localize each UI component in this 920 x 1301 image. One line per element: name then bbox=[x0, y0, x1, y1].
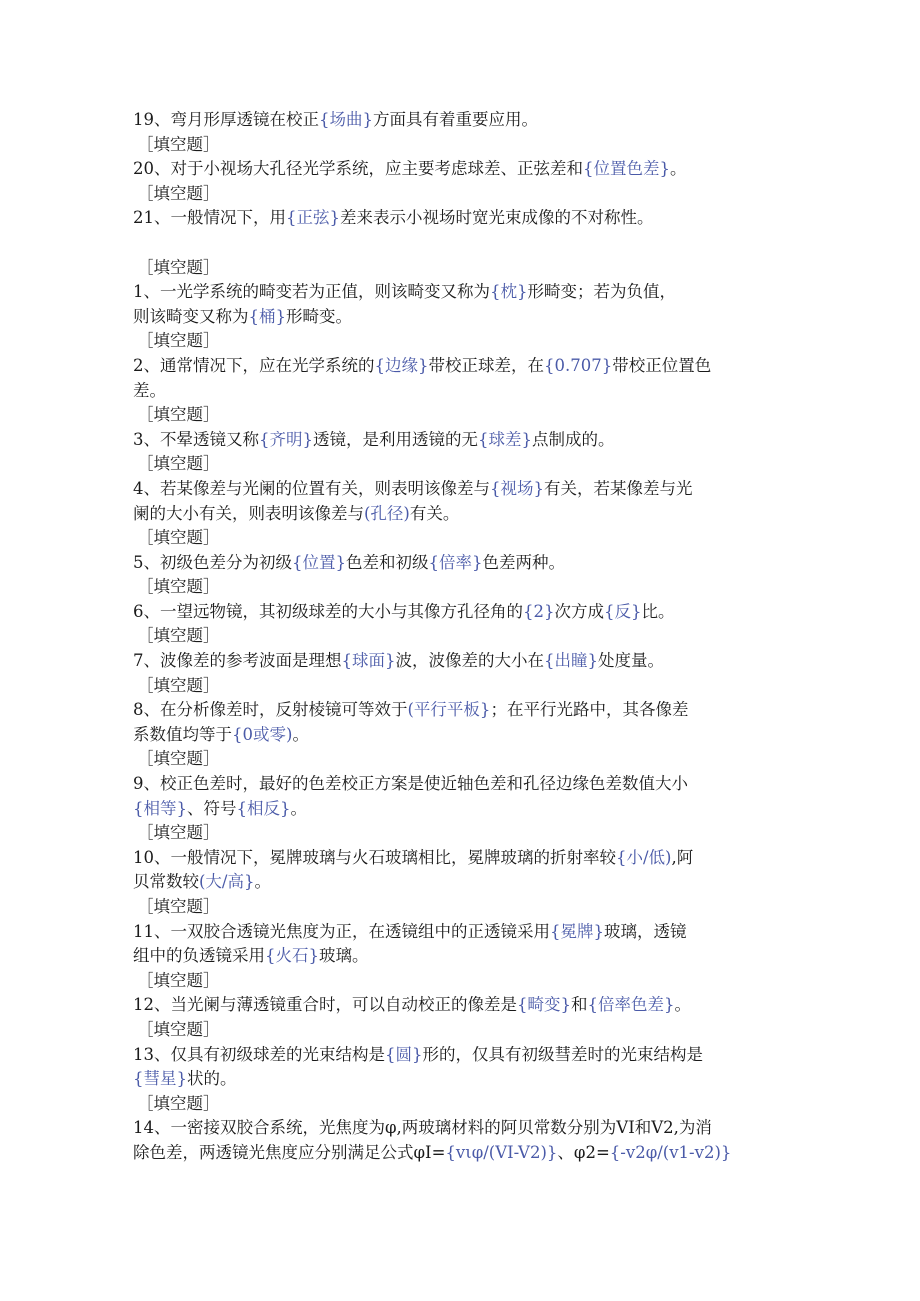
question-line bbox=[133, 600, 793, 625]
question-type-label: ［填空题］ bbox=[137, 823, 220, 843]
question-text: 形畸变。 bbox=[286, 306, 352, 326]
question-text: 。 bbox=[292, 724, 309, 744]
answer-text: {位置} bbox=[292, 552, 346, 572]
question-type-label: ［填空题］ bbox=[137, 454, 220, 474]
answer-text: (大/高} bbox=[199, 872, 255, 892]
question-text: 形畸变；若为负值， bbox=[527, 282, 676, 302]
answer-text: {出瞳} bbox=[544, 651, 598, 671]
answer-text: {相反} bbox=[236, 798, 291, 818]
question-type-label: ［填空题］ bbox=[137, 257, 220, 277]
question-text: 比。 bbox=[641, 601, 675, 621]
blank-line bbox=[133, 231, 793, 256]
question-text: 。 bbox=[674, 995, 691, 1015]
question-text: 处度量。 bbox=[598, 651, 664, 671]
question-text: 8、在分析像差时，反射棱镜可等效于 bbox=[133, 700, 408, 720]
question-text: 点制成的。 bbox=[532, 429, 615, 449]
question-line bbox=[133, 477, 793, 502]
answer-text: {圆} bbox=[385, 1044, 423, 1064]
question-text: 13、仅具有初级球差的光束结构是 bbox=[133, 1044, 385, 1064]
question-type-label: ［填空题］ bbox=[137, 626, 220, 646]
question-type-label: ［填空题］ bbox=[137, 1093, 220, 1113]
question-type-label: ［填空题］ bbox=[137, 897, 220, 916]
question-text: 9、校正色差时，最好的色差校正方案是使近轴色差和孔径边缘色差数值大小 bbox=[133, 774, 688, 794]
question-text: 。 bbox=[254, 872, 271, 892]
question-line bbox=[133, 993, 793, 1018]
question-text: 2、通常情况下，应在光学系统的 bbox=[133, 355, 375, 375]
question-text: 有关。 bbox=[409, 503, 460, 523]
question-text: 19、弯月形厚透镜在校正 bbox=[133, 110, 319, 129]
question-line bbox=[133, 379, 793, 404]
answer-text: {相等} bbox=[133, 798, 187, 818]
question-text: 则该畸变又称为 bbox=[133, 306, 249, 326]
answer-text: {彗星} bbox=[133, 1069, 187, 1089]
answer-text: {vιφ/(VI-V2)} bbox=[445, 1142, 558, 1162]
question-list bbox=[133, 108, 793, 1166]
question-text: 带校正球差，在 bbox=[428, 355, 544, 375]
question-line bbox=[133, 723, 793, 748]
answer-text: {球差} bbox=[478, 429, 532, 449]
answer-text: {位置色差} bbox=[583, 159, 670, 179]
question-type-label: ［填空题］ bbox=[137, 331, 220, 351]
question-line bbox=[133, 305, 793, 330]
question-text: 系数值均等于 bbox=[133, 724, 232, 744]
question-text: 12、当光阑与薄透镜重合时，可以自动校正的像差是 bbox=[133, 995, 517, 1015]
question-line bbox=[133, 354, 793, 379]
question-line bbox=[133, 428, 793, 453]
question-type-label: ［填空题］ bbox=[137, 577, 220, 597]
question-line bbox=[133, 649, 793, 674]
question-type-label: ［填空题］ bbox=[137, 134, 220, 154]
question-text: 1、一光学系统的畸变若为正值，则该畸变又称为 bbox=[133, 282, 490, 302]
question-type-label: ［填空题］ bbox=[137, 183, 220, 203]
answer-text: (孔径) bbox=[364, 503, 410, 523]
question-line bbox=[133, 1043, 793, 1068]
question-text: 。 bbox=[290, 798, 307, 818]
question-text: 10、一般情况下，冕牌玻璃与火石玻璃相比，冕牌玻璃的折射率较 bbox=[133, 847, 616, 867]
answer-text: {齐明} bbox=[259, 429, 313, 449]
question-line bbox=[133, 870, 793, 895]
answer-text: (平行平板} bbox=[407, 700, 491, 720]
answer-text: {反} bbox=[604, 601, 642, 621]
question-line bbox=[133, 772, 793, 797]
answer-text: {视场} bbox=[490, 478, 544, 498]
question-text: 除色差，两透镜光焦度应分别满足公式φI= bbox=[133, 1142, 446, 1162]
question-text: ,阿 bbox=[671, 847, 694, 867]
answer-text: {枕} bbox=[490, 282, 528, 302]
question-text: 和 bbox=[571, 995, 588, 1015]
question-text: 色差和初级 bbox=[346, 552, 429, 572]
question-line bbox=[133, 157, 793, 182]
question-line bbox=[133, 280, 793, 305]
answer-text: {-v2φ/(v1-v2)} bbox=[609, 1142, 732, 1162]
answer-text: {0.707} bbox=[544, 355, 613, 375]
question-text: 带校正位置色 bbox=[612, 355, 712, 375]
question-line bbox=[133, 108, 793, 133]
answer-text: {畸变} bbox=[517, 995, 571, 1015]
question-text: 14、一密接双胶合系统，光焦度为φ,两玻璃材料的阿贝常数分别为VI和V2,为消 bbox=[133, 1118, 712, 1138]
question-line bbox=[133, 920, 793, 945]
question-text: 状的。 bbox=[187, 1069, 237, 1089]
question-text: 阑的大小有关，则表明该像差与 bbox=[133, 503, 364, 523]
question-type-label: ［填空题］ bbox=[137, 1019, 220, 1039]
question-line bbox=[133, 206, 793, 231]
answer-text: {0或零) bbox=[232, 724, 293, 744]
answer-text: {小/低) bbox=[616, 847, 672, 867]
answer-text: {正弦} bbox=[286, 208, 340, 228]
answer-text: {火石} bbox=[265, 946, 319, 966]
question-text: 6、一望远物镜，其初级球差的大小与其像方孔径角的 bbox=[133, 601, 523, 621]
question-type-label: ［填空题］ bbox=[137, 675, 220, 695]
answer-text: {边缘} bbox=[374, 355, 429, 375]
answer-text: {倍率色差} bbox=[587, 995, 675, 1015]
question-text: 7、波像差的参考波面是理想 bbox=[133, 651, 342, 671]
question-text: 玻璃，透镜 bbox=[604, 921, 687, 941]
question-text: 、φ2= bbox=[557, 1142, 610, 1162]
question-text: 玻璃。 bbox=[319, 946, 369, 966]
question-text: 贝常数较 bbox=[133, 872, 199, 892]
question-text: 形的，仅具有初级彗差时的光束结构是 bbox=[422, 1044, 703, 1064]
answer-text: {冕牌} bbox=[550, 921, 604, 941]
question-text: ；在平行光路中，其各像差 bbox=[490, 700, 689, 720]
question-line bbox=[133, 502, 793, 527]
question-text: 色差两种。 bbox=[482, 552, 565, 572]
question-text: 次方成 bbox=[554, 601, 604, 621]
question-text: 。 bbox=[670, 159, 687, 179]
question-line bbox=[133, 1116, 793, 1141]
question-text: 4、若某像差与光阑的位置有关，则表明该像差与 bbox=[133, 478, 490, 498]
answer-text: {2} bbox=[523, 601, 555, 621]
question-line bbox=[133, 551, 793, 576]
question-line bbox=[133, 846, 793, 871]
question-text: 3、不晕透镜又称 bbox=[133, 429, 259, 449]
question-line bbox=[133, 1067, 793, 1092]
question-text: 20、对于小视场大孔径光学系统，应主要考虑球差、正弦差和 bbox=[133, 159, 583, 179]
answer-text: {球面} bbox=[341, 651, 396, 671]
question-text: 差。 bbox=[133, 380, 166, 400]
answer-text: {倍率} bbox=[428, 552, 483, 572]
question-text: 透镜，是利用透镜的无 bbox=[313, 429, 478, 449]
answer-text: {桶} bbox=[248, 306, 286, 326]
answer-text: {场曲} bbox=[319, 110, 373, 129]
question-text: 组中的负透镜采用 bbox=[133, 946, 265, 966]
question-type-label: ［填空题］ bbox=[137, 970, 220, 990]
question-line bbox=[133, 797, 793, 822]
question-text: 11、一双胶合透镜光焦度为正，在透镜组中的正透镜采用 bbox=[133, 921, 550, 941]
question-text: 21、一般情况下，用 bbox=[133, 208, 286, 228]
question-line bbox=[133, 1141, 793, 1166]
question-line bbox=[133, 944, 793, 969]
question-text: 差来表示小视场时宽光束成像的不对称性。 bbox=[340, 208, 654, 228]
question-type-label: ［填空题］ bbox=[137, 405, 220, 425]
question-text: 波，波像差的大小在 bbox=[395, 651, 544, 671]
question-type-label: ［填空题］ bbox=[137, 749, 220, 769]
question-text: 5、初级色差分为初级 bbox=[133, 552, 292, 572]
question-line bbox=[133, 698, 793, 723]
question-text: 有关，若某像差与光 bbox=[544, 478, 693, 498]
question-text: 、符号 bbox=[187, 798, 237, 818]
question-text: 方面具有着重要应用。 bbox=[373, 110, 538, 129]
question-type-label: ［填空题］ bbox=[137, 528, 220, 548]
